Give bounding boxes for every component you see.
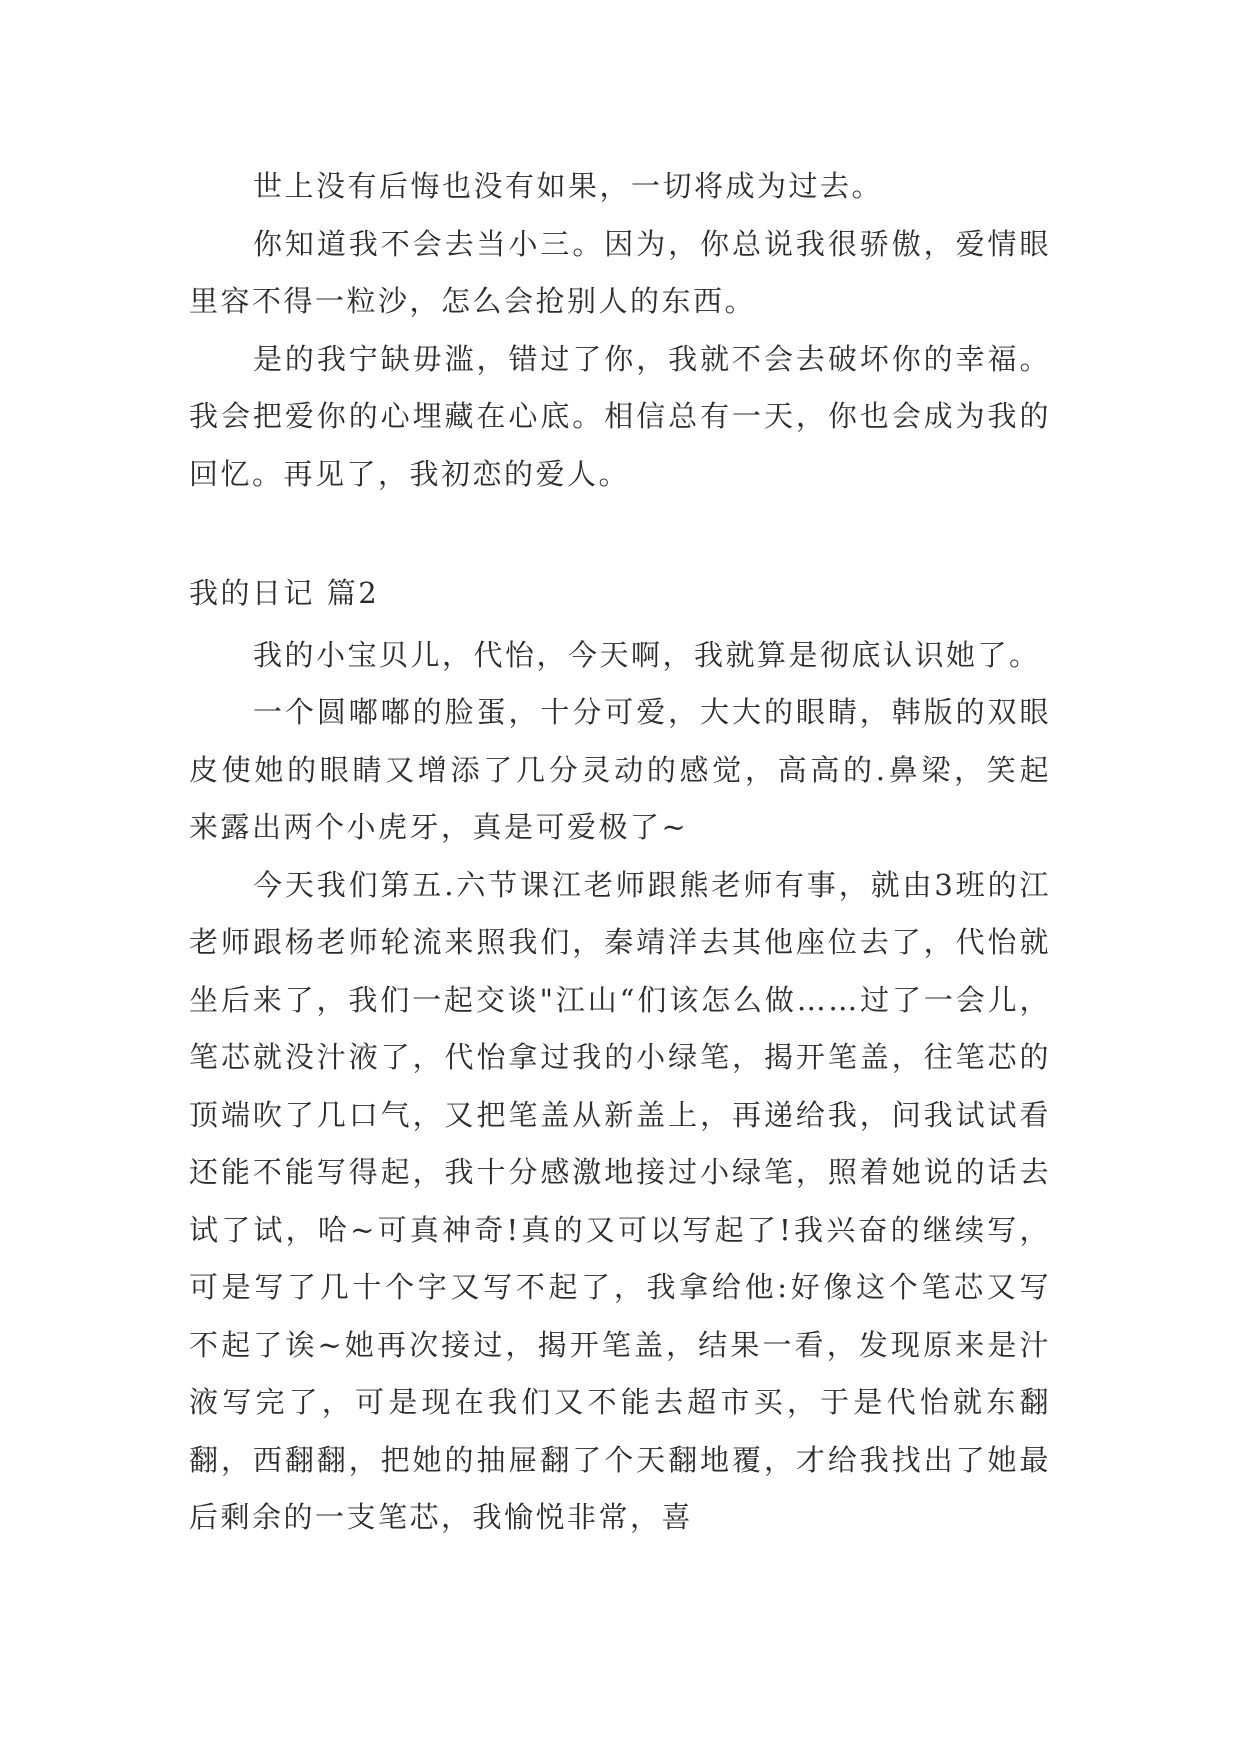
paragraph: 是的我宁缺毋滥，错过了你，我就不会去破坏你的幸福。我会把爱你的心埋藏在心底。相信总有一天，你也会成为我的回忆。再见了，我初恋的爱人。: [189, 341, 1051, 491]
paragraph: 世上没有后悔也没有如果，一切将成为过去。: [253, 169, 884, 203]
paragraph: 我的小宝贝儿，代怡，今天啊，我就算是彻底认识她了。: [253, 637, 1041, 672]
paragraph: 今天我们第五.六节课江老师跟熊老师有事，就由3班的江老师跟杨老师轮流来照我们，秦靖洋去其他座位去了，代怡就坐后来了，我们一起交谈"江山“们该怎么做……过了一会儿，笔芯就没汁液了，代怡拿过我的小绿笔，揭开笔盖，往笔芯的顶端吹了几口气，又把笔盖从新盖上，再递给我，问我试试看还能不能写得起，我十分感激地接过小绿笔，照着她说的话去试了试，哈~可真神奇!真的又可以写起了!我兴奋的继续写，可是写了几十个字又写不起了，我拿给他:好像这个笔芯又写不起了诶~她再次接过，揭开笔盖，结果一看，发现原来是汁液写完了，可是现在我们又不能去超市买，于是代怡就东翻翻，西翻翻，把她的抽屉翻了个天翻地覆，才给我找出了她最后剩余的一支笔芯，我愉悦非常，喜: [189, 867, 1051, 1534]
section-heading: 我的日记 篇2: [189, 576, 380, 610]
paragraph: 你知道我不会去当小三。因为，你总说我很骄傲，爱情眼里容不得一粒沙，怎么会抢别人的东西。: [189, 226, 1051, 318]
section-1: [189, 158, 1051, 503]
section-2: [189, 565, 1051, 1547]
paragraph: 一个圆嘟嘟的脸蛋，十分可爱，大大的眼睛，韩版的双眼皮使她的眼睛又增添了几分灵动的感觉，高高的.鼻梁，笑起来露出两个小虎牙，真是可爱极了~: [189, 695, 1051, 844]
